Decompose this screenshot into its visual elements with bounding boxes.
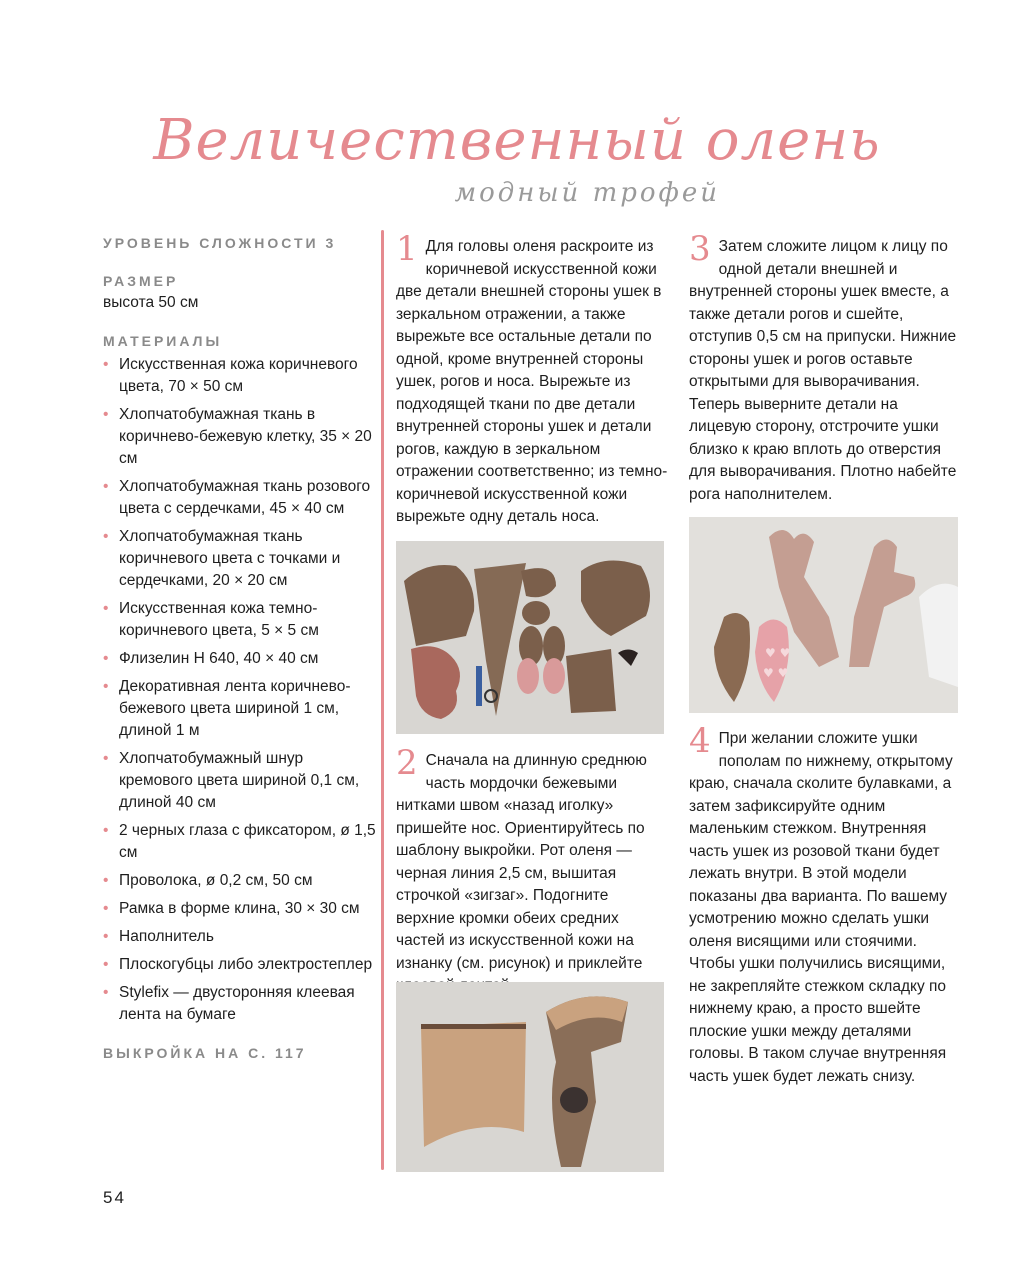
pattern-reference: ВЫКРОЙКА НА С. 117 bbox=[103, 1045, 307, 1061]
materials-block bbox=[103, 330, 378, 1026]
step-1 bbox=[396, 229, 668, 529]
difficulty-block bbox=[103, 232, 378, 254]
step-number: 3 bbox=[689, 229, 711, 269]
svg-text:♥ ♥: ♥ ♥ bbox=[763, 666, 789, 680]
step-number: 1 bbox=[396, 229, 418, 269]
photo-cut-pieces bbox=[396, 541, 664, 734]
step-number: 2 bbox=[396, 743, 418, 783]
material-item: • Проволока, ø 0,2 см, 50 см bbox=[103, 870, 378, 892]
material-item: • 2 черных глаза с фиксатором, ø 1,5 см bbox=[103, 820, 378, 864]
page-subtitle: модный трофей bbox=[454, 178, 720, 208]
material-item: • Наполнитель bbox=[103, 926, 378, 948]
step-text: Для головы оленя раскроите из коричневой искусственной кожи две детали внешней стороны ушек в зеркальном отражении, а также вырежьте все остальные детали по одной, кроме внутренней стороны ушек, рогов и носа. Вырежьте из подходящей ткани по две детали внутренней стороны ушек и детали рогов, каждую в зеркальном отражении соответственно; из темно-коричневой искусственной кожи вырежьте одну деталь носа. bbox=[396, 238, 668, 525]
photo-ears-antlers bbox=[689, 517, 958, 713]
size-value: высота 50 см bbox=[103, 294, 199, 311]
materials-column bbox=[103, 232, 378, 1064]
material-item: • Рамка в форме клина, 30 × 30 см bbox=[103, 898, 378, 920]
material-item: • Stylefix — двусторонняя клеевая лента на бумаге bbox=[103, 982, 378, 1026]
material-item: • Хлопчатобумажная ткань коричневого цвета с точками и сердечками, 20 × 20 см bbox=[103, 526, 378, 592]
step-text: Сначала на длинную среднюю часть мордочки бежевыми нитками швом «назад иголку» пришейте нос. Ориентируйтесь по шаблону выкройки. Рот оленя — черная линия 2,5 см, вышитая строчкой «зигзаг». Подогните верхние кромки обеих средних частей из искусственной кожи на изнанку (см. рисунок) и приклейте bbox=[396, 752, 647, 972]
material-item: • Искусственная кожа темно-коричневого цвета, 5 × 5 см bbox=[103, 598, 378, 642]
material-item: • Хлопчатобумажная ткань в коричнево-бежевую клетку, 35 × 20 см bbox=[103, 404, 378, 470]
material-item: • Хлопчатобумажный шнур кремового цвета шириной 0,1 см, длиной 40 см bbox=[103, 748, 378, 814]
step-4 bbox=[689, 721, 961, 1088]
material-item: • Хлопчатобумажная ткань розового цвета с сердечками, 45 × 40 см bbox=[103, 476, 378, 520]
step-number: 4 bbox=[689, 721, 711, 761]
material-item: • Искусственная кожа коричневого цвета, 70 × 50 см bbox=[103, 354, 378, 398]
step-text: При желании сложите ушки пополам по нижнему, открытому краю, сначала сколите булавками, а затем зафиксируйте одним маленьким стежком. Внутренняя часть ушек из розовой ткани будет лежать внутри. В этой модели показаны два варианта. По вашему усмотрению можно сделать ушки оленя висящими или стоячими. Чтобы ушки получились висящими, не закрепляйте стежком складку по нижнему краю, а просто вшейте плоские ушки между деталями головы. В таком случае внутренняя часть ушек будет лежать снизу. bbox=[689, 730, 953, 1085]
step-3 bbox=[689, 229, 961, 506]
step-2 bbox=[396, 743, 668, 998]
svg-text:♥ ♥: ♥ ♥ bbox=[765, 646, 791, 660]
size-block bbox=[103, 270, 378, 314]
materials-list bbox=[103, 354, 378, 1026]
page-number: 54 bbox=[103, 1188, 126, 1207]
photo-face-parts bbox=[396, 982, 664, 1172]
material-item: • Флизелин Н 640, 40 × 40 см bbox=[103, 648, 378, 670]
page-title: Величественный олень bbox=[153, 108, 881, 173]
difficulty-label: УРОВЕНЬ СЛОЖНОСТИ 3 bbox=[103, 235, 337, 251]
materials-label: МАТЕРИАЛЫ bbox=[103, 333, 223, 349]
material-item: • Плоскогубцы либо электростеплер bbox=[103, 954, 378, 976]
material-item: • Декоративная лента коричнево-бежевого цвета шириной 1 см, длиной 1 м bbox=[103, 676, 378, 742]
step-text: Затем сложите лицом к лицу по одной детали внешней и внутренней стороны ушек вместе, а также детали рогов и сшейте, отступив 0,5 см на припуски. Нижние стороны ушек и рогов оставьте открытыми для выворачивания. Теперь выверните детали на лицевую сторону, отстрочите ушки близко к краю вплоть до отверстия для выворачивания. Плотно набейте рога наполнителем. bbox=[689, 238, 957, 503]
column-divider bbox=[381, 230, 384, 1170]
size-label: РАЗМЕР bbox=[103, 273, 179, 289]
